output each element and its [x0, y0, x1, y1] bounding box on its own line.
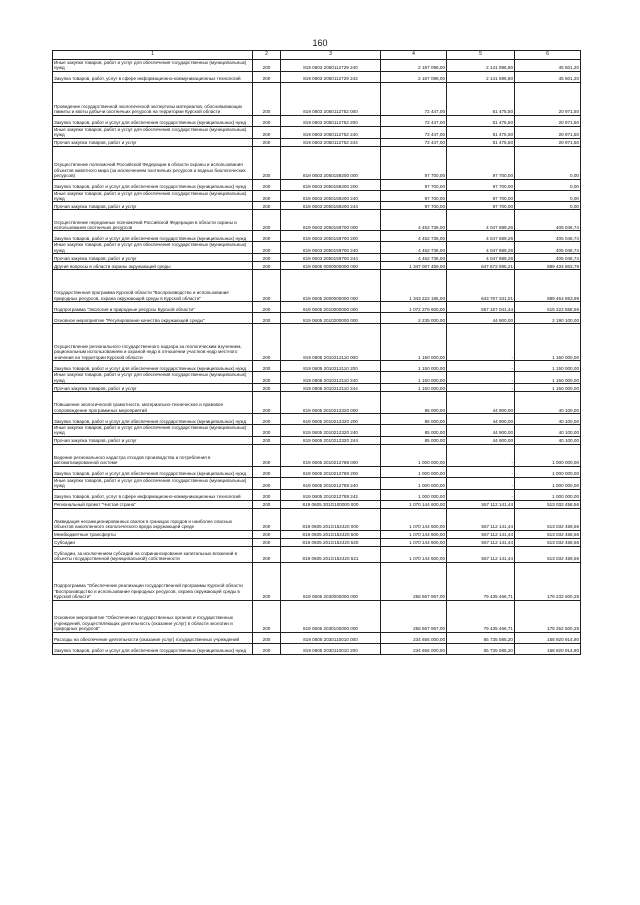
plan-cell: 1 070 144 600,00: [381, 508, 447, 530]
executed-cell: 65 735 085,20: [447, 643, 515, 654]
remaining-cell: 20 971,50: [515, 138, 581, 146]
remaining-cell: 179 232 500,29: [515, 562, 581, 600]
classification-cell: 819 0603 2050159200 200: [281, 179, 381, 190]
plan-cell: 1 343 222 185,00: [381, 270, 447, 302]
classification-cell: 819 0603 2050159700 240: [281, 242, 381, 254]
page-number: 160: [312, 38, 328, 48]
executed-cell: -: [447, 489, 515, 500]
remaining-cell: 405 046,74: [515, 210, 581, 231]
plan-cell: 1 347 007 459,00: [381, 262, 447, 270]
table-row: [53, 82, 581, 115]
code-cell: 200: [253, 436, 281, 444]
description-cell: Иные закупки товаров, работ и услуг для обеспечения государственных (муниципальных) нужд: [53, 372, 253, 384]
classification-cell: 819 0605 2010212110 244: [281, 384, 381, 392]
description-cell: Закупка товаров, работ и услуг для обеспечения государственных (муниципальных) нужд: [53, 414, 253, 425]
description-cell: Расходы на обеспечение деятельности (оказание услуг) государственных учреждений: [53, 632, 253, 643]
remaining-cell: 513 032 458,56: [515, 500, 581, 508]
remaining-cell: 0,00: [515, 179, 581, 190]
remaining-cell: 168 920 914,80: [515, 643, 581, 654]
code-cell: 200: [253, 270, 281, 302]
description-cell: Прочая закупка товаров, работ и услуг: [53, 436, 253, 444]
description-cell: Осуществление полномочий Российской Федерации в области охраны и использования объектов животного мира (за исключением охотничьих ресурсов и водных биологических ресурсов): [53, 146, 253, 179]
table-row: [53, 600, 581, 632]
remaining-cell: 40 100,00: [515, 436, 581, 444]
classification-cell: 819 0605 2030110010 000: [281, 632, 381, 643]
table-row: [53, 425, 581, 437]
table-row: [53, 138, 581, 146]
code-cell: 200: [253, 126, 281, 138]
executed-cell: 2 141 596,80: [447, 60, 515, 72]
code-cell: 200: [253, 254, 281, 262]
classification-cell: 819 0605 201G100000 000: [281, 500, 381, 508]
code-cell: 200: [253, 82, 281, 115]
code-cell: 200: [253, 138, 281, 146]
code-cell: 200: [253, 477, 281, 489]
executed-cell: 44 900,00: [447, 425, 515, 437]
remaining-cell: 699 434 863,79: [515, 262, 581, 270]
code-cell: 200: [253, 425, 281, 437]
code-cell: 200: [253, 392, 281, 414]
header-cell: 4: [381, 51, 447, 60]
code-cell: 200: [253, 60, 281, 72]
classification-cell: 819 0603 2050159700 000: [281, 210, 381, 231]
remaining-cell: 405 046,74: [515, 242, 581, 254]
plan-cell: 258 667 967,00: [381, 562, 447, 600]
description-cell: Иные закупки товаров, работ и услуг для обеспечения государственных (муниципальных) нужд: [53, 242, 253, 254]
table-row: [53, 313, 581, 324]
table-row: [53, 436, 581, 444]
code-cell: 200: [253, 384, 281, 392]
description-cell: Закупка товаров, работ и услуг для обеспечения государственных (муниципальных) нужд: [53, 231, 253, 242]
table-row: [53, 202, 581, 210]
table-row: [53, 372, 581, 384]
remaining-cell: 20 971,50: [515, 115, 581, 126]
plan-cell: 97 700,00: [381, 179, 447, 190]
classification-cell: 819 0603 2050159200 240: [281, 190, 381, 202]
code-cell: 200: [253, 262, 281, 270]
table-row: [53, 71, 581, 82]
remaining-cell: 179 252 500,29: [515, 600, 581, 632]
description-cell: Прочая закупка товаров, работ и услуг: [53, 202, 253, 210]
remaining-cell: 1 000 000,00: [515, 444, 581, 466]
description-cell: Ведение регионального кадастра отходов производства и потребления в автоматизированной системе: [53, 444, 253, 466]
code-cell: 200: [253, 562, 281, 600]
table-row: [53, 262, 581, 270]
code-cell: 200: [253, 231, 281, 242]
plan-cell: 1 150 000,00: [381, 361, 447, 372]
table-row: [53, 477, 581, 489]
classification-cell: 819 0605 2010212320 240: [281, 425, 381, 437]
header-row: [53, 51, 581, 60]
plan-cell: 2 235 000,00: [381, 313, 447, 324]
remaining-cell: 1 000 000,00: [515, 477, 581, 489]
classification-cell: 819 0603 2050159200 000: [281, 146, 381, 179]
table-row: [53, 115, 581, 126]
plan-cell: 1 000 000,00: [381, 477, 447, 489]
header-cell: 1: [53, 51, 253, 60]
classification-cell: 819 0603 2050112729 240: [281, 60, 381, 72]
executed-cell: -: [447, 361, 515, 372]
executed-cell: -: [447, 477, 515, 489]
code-cell: 200: [253, 71, 281, 82]
classification-cell: 819 0603 2050112752 244: [281, 138, 381, 146]
table-row: [53, 210, 581, 231]
remaining-cell: 405 046,74: [515, 231, 581, 242]
table-row: [53, 242, 581, 254]
remaining-cell: 699 454 853,99: [515, 270, 581, 302]
table-row: [53, 270, 581, 302]
executed-cell: 51 475,50: [447, 126, 515, 138]
plan-cell: 1 000 000,00: [381, 444, 447, 466]
plan-cell: 72 447,00: [381, 126, 447, 138]
table-row: [53, 60, 581, 72]
description-cell: Основное мероприятие "Регулирование качества окружающей среды": [53, 313, 253, 324]
remaining-cell: 1 150 000,00: [515, 361, 581, 372]
table-row: [53, 384, 581, 392]
code-cell: 200: [253, 444, 281, 466]
plan-cell: 234 656 000,00: [381, 643, 447, 654]
description-cell: Иные закупки товаров, работ и услуг для обеспечения государственных (муниципальных) нужд: [53, 126, 253, 138]
plan-cell: 1 150 000,00: [381, 372, 447, 384]
description-cell: Закупка товаров, работ и услуг для обеспечения государственных (муниципальных) нужд: [53, 466, 253, 477]
remaining-cell: 513 032 458,56: [515, 538, 581, 546]
classification-cell: 819 0605 2010212788 000: [281, 444, 381, 466]
remaining-cell: 168 920 914,80: [515, 632, 581, 643]
table-row: [53, 254, 581, 262]
plan-cell: 72 447,00: [381, 138, 447, 146]
executed-cell: 51 475,50: [447, 82, 515, 115]
classification-cell: 819 0605 2010212320 244: [281, 436, 381, 444]
executed-cell: 44 900,00: [447, 313, 515, 324]
executed-cell: 4 047 689,26: [447, 242, 515, 254]
header-cell: 6: [515, 51, 581, 60]
plan-cell: 97 700,00: [381, 190, 447, 202]
plan-cell: 2 187 098,00: [381, 60, 447, 72]
plan-cell: 97 700,00: [381, 202, 447, 210]
classification-cell: 819 0603 2050112752 200: [281, 115, 381, 126]
plan-cell: 4 452 736,00: [381, 231, 447, 242]
classification-cell: 819 0605 0000000000 000: [281, 262, 381, 270]
description-cell: Прочая закупка товаров, работ и услуг: [53, 138, 253, 146]
executed-cell: 643 767 331,01: [447, 270, 515, 302]
classification-cell: 819 0605 201G152420 521: [281, 546, 381, 562]
code-cell: 200: [253, 538, 281, 546]
table-row: [53, 231, 581, 242]
plan-cell: 1 150 000,00: [381, 384, 447, 392]
description-cell: Закупка товаров, работ и услуг для обеспечения государственных (муниципальных) нужд: [53, 361, 253, 372]
remaining-cell: 1 000 000,00: [515, 489, 581, 500]
description-cell: Закупка товаров, работ, услуг в сфере информационно-коммуникационных технологий: [53, 489, 253, 500]
plan-cell: 85 000,00: [381, 414, 447, 425]
code-cell: 200: [253, 530, 281, 538]
executed-cell: 4 047 689,26: [447, 254, 515, 262]
remaining-cell: 20 971,50: [515, 126, 581, 138]
remaining-cell: 20 971,50: [515, 82, 581, 115]
remaining-cell: 2 190 100,00: [515, 313, 581, 324]
table-row: [53, 530, 581, 538]
table-row: [53, 361, 581, 372]
table-row: [53, 414, 581, 425]
code-cell: 200: [253, 302, 281, 313]
executed-cell: 97 700,00: [447, 202, 515, 210]
classification-cell: 819 0605 2010212788 242: [281, 489, 381, 500]
code-cell: 200: [253, 179, 281, 190]
classification-cell: 819 0603 2050159200 244: [281, 202, 381, 210]
classification-cell: 819 0603 2050112752 000: [281, 82, 381, 115]
executed-cell: 51 475,50: [447, 115, 515, 126]
description-cell: Осуществление регионального государственного надзора за геологическим изучением, рациональным использованием и охраной недр в отношении участков недр местного значения на территории Курской области: [53, 324, 253, 361]
description-cell: Другие вопросы в области охраны окружающей среды: [53, 262, 253, 270]
code-cell: 200: [253, 361, 281, 372]
code-cell: 200: [253, 466, 281, 477]
description-cell: Межбюджетные трансферты: [53, 530, 253, 538]
classification-cell: 819 0605 2010200000 000: [281, 313, 381, 324]
remaining-cell: 40 100,00: [515, 414, 581, 425]
code-cell: 200: [253, 632, 281, 643]
executed-cell: 44 900,00: [447, 392, 515, 414]
plan-cell: 85 000,00: [381, 392, 447, 414]
plan-cell: 1 000 000,00: [381, 466, 447, 477]
classification-cell: 819 0605 201G152420 520: [281, 538, 381, 546]
classification-cell: 819 0605 2010212320 200: [281, 414, 381, 425]
plan-cell: 1 070 144 600,00: [381, 546, 447, 562]
code-cell: 200: [253, 242, 281, 254]
plan-cell: 1 070 144 600,00: [381, 538, 447, 546]
executed-cell: 4 047 689,26: [447, 231, 515, 242]
plan-cell: 97 700,00: [381, 146, 447, 179]
description-cell: Закупка товаров, работ и услуг для обеспечения государственных (муниципальных) нужд: [53, 643, 253, 654]
code-cell: 200: [253, 508, 281, 530]
executed-cell: 557 112 141,44: [447, 500, 515, 508]
header-cell: 3: [281, 51, 381, 60]
table-row: [53, 489, 581, 500]
description-cell: Закупка товаров, работ, услуг в сфере информационно-коммуникационных технологий: [53, 71, 253, 82]
executed-cell: 97 700,00: [447, 146, 515, 179]
remaining-cell: 513 032 458,56: [515, 530, 581, 538]
classification-cell: 819 0605 2010212110 240: [281, 372, 381, 384]
remaining-cell: 1 150 000,00: [515, 384, 581, 392]
code-cell: 200: [253, 202, 281, 210]
table-row: [53, 324, 581, 361]
executed-cell: 44 900,00: [447, 436, 515, 444]
executed-cell: 51 475,50: [447, 138, 515, 146]
table-row: [53, 632, 581, 643]
table-row: [53, 466, 581, 477]
description-cell: Субсидии: [53, 538, 253, 546]
remaining-cell: 513 032 458,56: [515, 546, 581, 562]
description-cell: Иные закупки товаров, работ и услуг для обеспечения государственных (муниципальных) нужд: [53, 60, 253, 72]
executed-cell: 97 700,00: [447, 179, 515, 190]
description-cell: Прочая закупка товаров, работ и услуг: [53, 384, 253, 392]
description-cell: Основное мероприятие "Обеспечение государственных органов и государственных учреждений, осуществляющих деятельность (оказание услуг) в области экологии и природных ресурсов": [53, 600, 253, 632]
code-cell: 200: [253, 600, 281, 632]
description-cell: Подпрограмма "Экология и природные ресурсы Курской области": [53, 302, 253, 313]
code-cell: 200: [253, 210, 281, 231]
classification-cell: 819 0603 2050159700 244: [281, 254, 381, 262]
classification-cell: 819 0605 2010212320 000: [281, 392, 381, 414]
plan-cell: 1 070 144 600,00: [381, 530, 447, 538]
plan-cell: 72 447,00: [381, 115, 447, 126]
table-row: [53, 500, 581, 508]
plan-cell: 4 452 736,00: [381, 210, 447, 231]
description-cell: Иные закупки товаров, работ и услуг для обеспечения государственных (муниципальных) нужд: [53, 425, 253, 437]
code-cell: 200: [253, 146, 281, 179]
description-cell: Закупка товаров, работ и услуг для обеспечения государственных (муниципальных) нужд: [53, 115, 253, 126]
table-row: [53, 392, 581, 414]
budget-table: [52, 50, 581, 655]
description-cell: Государственная программа Курской области "Воспроизводство и использование природных ресурсов, охрана окружающей среды в Курской области": [53, 270, 253, 302]
executed-cell: -: [447, 372, 515, 384]
code-cell: 200: [253, 324, 281, 361]
classification-cell: 819 0605 2030100000 000: [281, 600, 381, 632]
header-cell: 5: [447, 51, 515, 60]
code-cell: 200: [253, 190, 281, 202]
remaining-cell: 1 150 000,00: [515, 324, 581, 361]
executed-cell: 44 900,00: [447, 414, 515, 425]
remaining-cell: 0,00: [515, 190, 581, 202]
table-row: [53, 302, 581, 313]
classification-cell: 819 0605 2010212788 240: [281, 477, 381, 489]
executed-cell: -: [447, 324, 515, 361]
description-cell: Осуществление переданных полномочий Российской Федерации в области охраны и использования охотничьих ресурсов: [53, 210, 253, 231]
remaining-cell: 0,00: [515, 202, 581, 210]
classification-cell: 819 0605 2010212110 000: [281, 324, 381, 361]
description-cell: Субсидии, за исключением субсидий на софинансирование капитальных вложений в объекты государственной (муниципальной) собственности: [53, 546, 253, 562]
table-row: [53, 643, 581, 654]
code-cell: 200: [253, 643, 281, 654]
description-cell: Подпрограмма "Обеспечение реализации государственной программы Курской области "Воспроизводство и использование природных ресурсов, охрана окружающей среды в Курской области": [53, 562, 253, 600]
remaining-cell: 0,00: [515, 146, 581, 179]
plan-cell: 4 452 736,00: [381, 254, 447, 262]
remaining-cell: 45 501,20: [515, 60, 581, 72]
executed-cell: 557 112 141,44: [447, 530, 515, 538]
code-cell: 200: [253, 313, 281, 324]
code-cell: 200: [253, 489, 281, 500]
remaining-cell: 513 032 458,56: [515, 508, 581, 530]
plan-cell: 85 000,00: [381, 436, 447, 444]
plan-cell: 85 000,00: [381, 425, 447, 437]
executed-cell: 557 157 041,44: [447, 302, 515, 313]
remaining-cell: 515 222 558,56: [515, 302, 581, 313]
executed-cell: 79 435 466,71: [447, 562, 515, 600]
code-cell: 200: [253, 115, 281, 126]
executed-cell: 65 735 085,20: [447, 632, 515, 643]
classification-cell: 819 0605 2010212110 200: [281, 361, 381, 372]
code-cell: 200: [253, 500, 281, 508]
header-cell: 2: [253, 51, 281, 60]
executed-cell: 79 435 466,71: [447, 600, 515, 632]
plan-cell: 1 070 144 600,00: [381, 500, 447, 508]
table-row: [53, 179, 581, 190]
executed-cell: 97 700,00: [447, 190, 515, 202]
plan-cell: 1 150 000,00: [381, 324, 447, 361]
description-cell: Региональный проект "Чистая страна": [53, 500, 253, 508]
executed-cell: -: [447, 444, 515, 466]
executed-cell: 2 141 596,80: [447, 71, 515, 82]
classification-cell: 819 0603 2050112752 240: [281, 126, 381, 138]
classification-cell: 819 0603 2050159700 200: [281, 231, 381, 242]
executed-cell: -: [447, 466, 515, 477]
code-cell: 200: [253, 414, 281, 425]
table-row: [53, 508, 581, 530]
plan-cell: 1 072 379 600,00: [381, 302, 447, 313]
remaining-cell: 40 100,00: [515, 425, 581, 437]
remaining-cell: 1 150 000,00: [515, 372, 581, 384]
executed-cell: 557 112 141,44: [447, 538, 515, 546]
classification-cell: 819 0605 201G152420 500: [281, 530, 381, 538]
table-row: [53, 146, 581, 179]
description-cell: Иные закупки товаров, работ и услуг для обеспечения государственных (муниципальных) нужд: [53, 477, 253, 489]
remaining-cell: 1 000 000,00: [515, 466, 581, 477]
remaining-cell: 405 046,74: [515, 254, 581, 262]
table-row: [53, 126, 581, 138]
plan-cell: 72 447,00: [381, 82, 447, 115]
remaining-cell: 45 501,20: [515, 71, 581, 82]
code-cell: 200: [253, 372, 281, 384]
classification-cell: 819 0603 2050112729 242: [281, 71, 381, 82]
remaining-cell: 40 100,00: [515, 392, 581, 414]
description-cell: Ликвидация несанкционированных свалок в границах городов и наиболее опасных объектов накопленного экологического вреда окружающей среде: [53, 508, 253, 530]
description-cell: Прочая закупка товаров, работ и услуг: [53, 254, 253, 262]
table-row: [53, 546, 581, 562]
plan-cell: 4 452 736,00: [381, 242, 447, 254]
plan-cell: 2 187 098,00: [381, 71, 447, 82]
table-row: [53, 562, 581, 600]
executed-cell: 557 112 141,44: [447, 508, 515, 530]
classification-cell: 819 0605 201G152420 000: [281, 508, 381, 530]
plan-cell: 258 667 967,00: [381, 600, 447, 632]
code-cell: 200: [253, 546, 281, 562]
table-row: [53, 190, 581, 202]
classification-cell: 819 0605 2010000000 000: [281, 302, 381, 313]
classification-cell: 819 0605 2030110010 200: [281, 643, 381, 654]
classification-cell: 819 0605 2000000000 000: [281, 270, 381, 302]
classification-cell: 819 0605 2030000000 000: [281, 562, 381, 600]
executed-cell: 557 112 141,44: [447, 546, 515, 562]
executed-cell: 647 572 595,21: [447, 262, 515, 270]
executed-cell: -: [447, 384, 515, 392]
executed-cell: 4 047 689,26: [447, 210, 515, 231]
plan-cell: 1 000 000,00: [381, 489, 447, 500]
description-cell: Повышение экологической грамотности, материально-техническое и правовое сопровождение программных мероприятий: [53, 392, 253, 414]
description-cell: Проведение государственной экологической экспертизы материалов, обосновывающих лимиты и квоты добычи охотничьих ресурсов на территории Курской области: [53, 82, 253, 115]
classification-cell: 819 0605 2010212788 200: [281, 466, 381, 477]
plan-cell: 234 656 000,00: [381, 632, 447, 643]
description-cell: Иные закупки товаров, работ и услуг для обеспечения государственных (муниципальных) нужд: [53, 190, 253, 202]
description-cell: Закупка товаров, работ и услуг для обеспечения государственных (муниципальных) нужд: [53, 179, 253, 190]
table-row: [53, 444, 581, 466]
table-row: [53, 538, 581, 546]
